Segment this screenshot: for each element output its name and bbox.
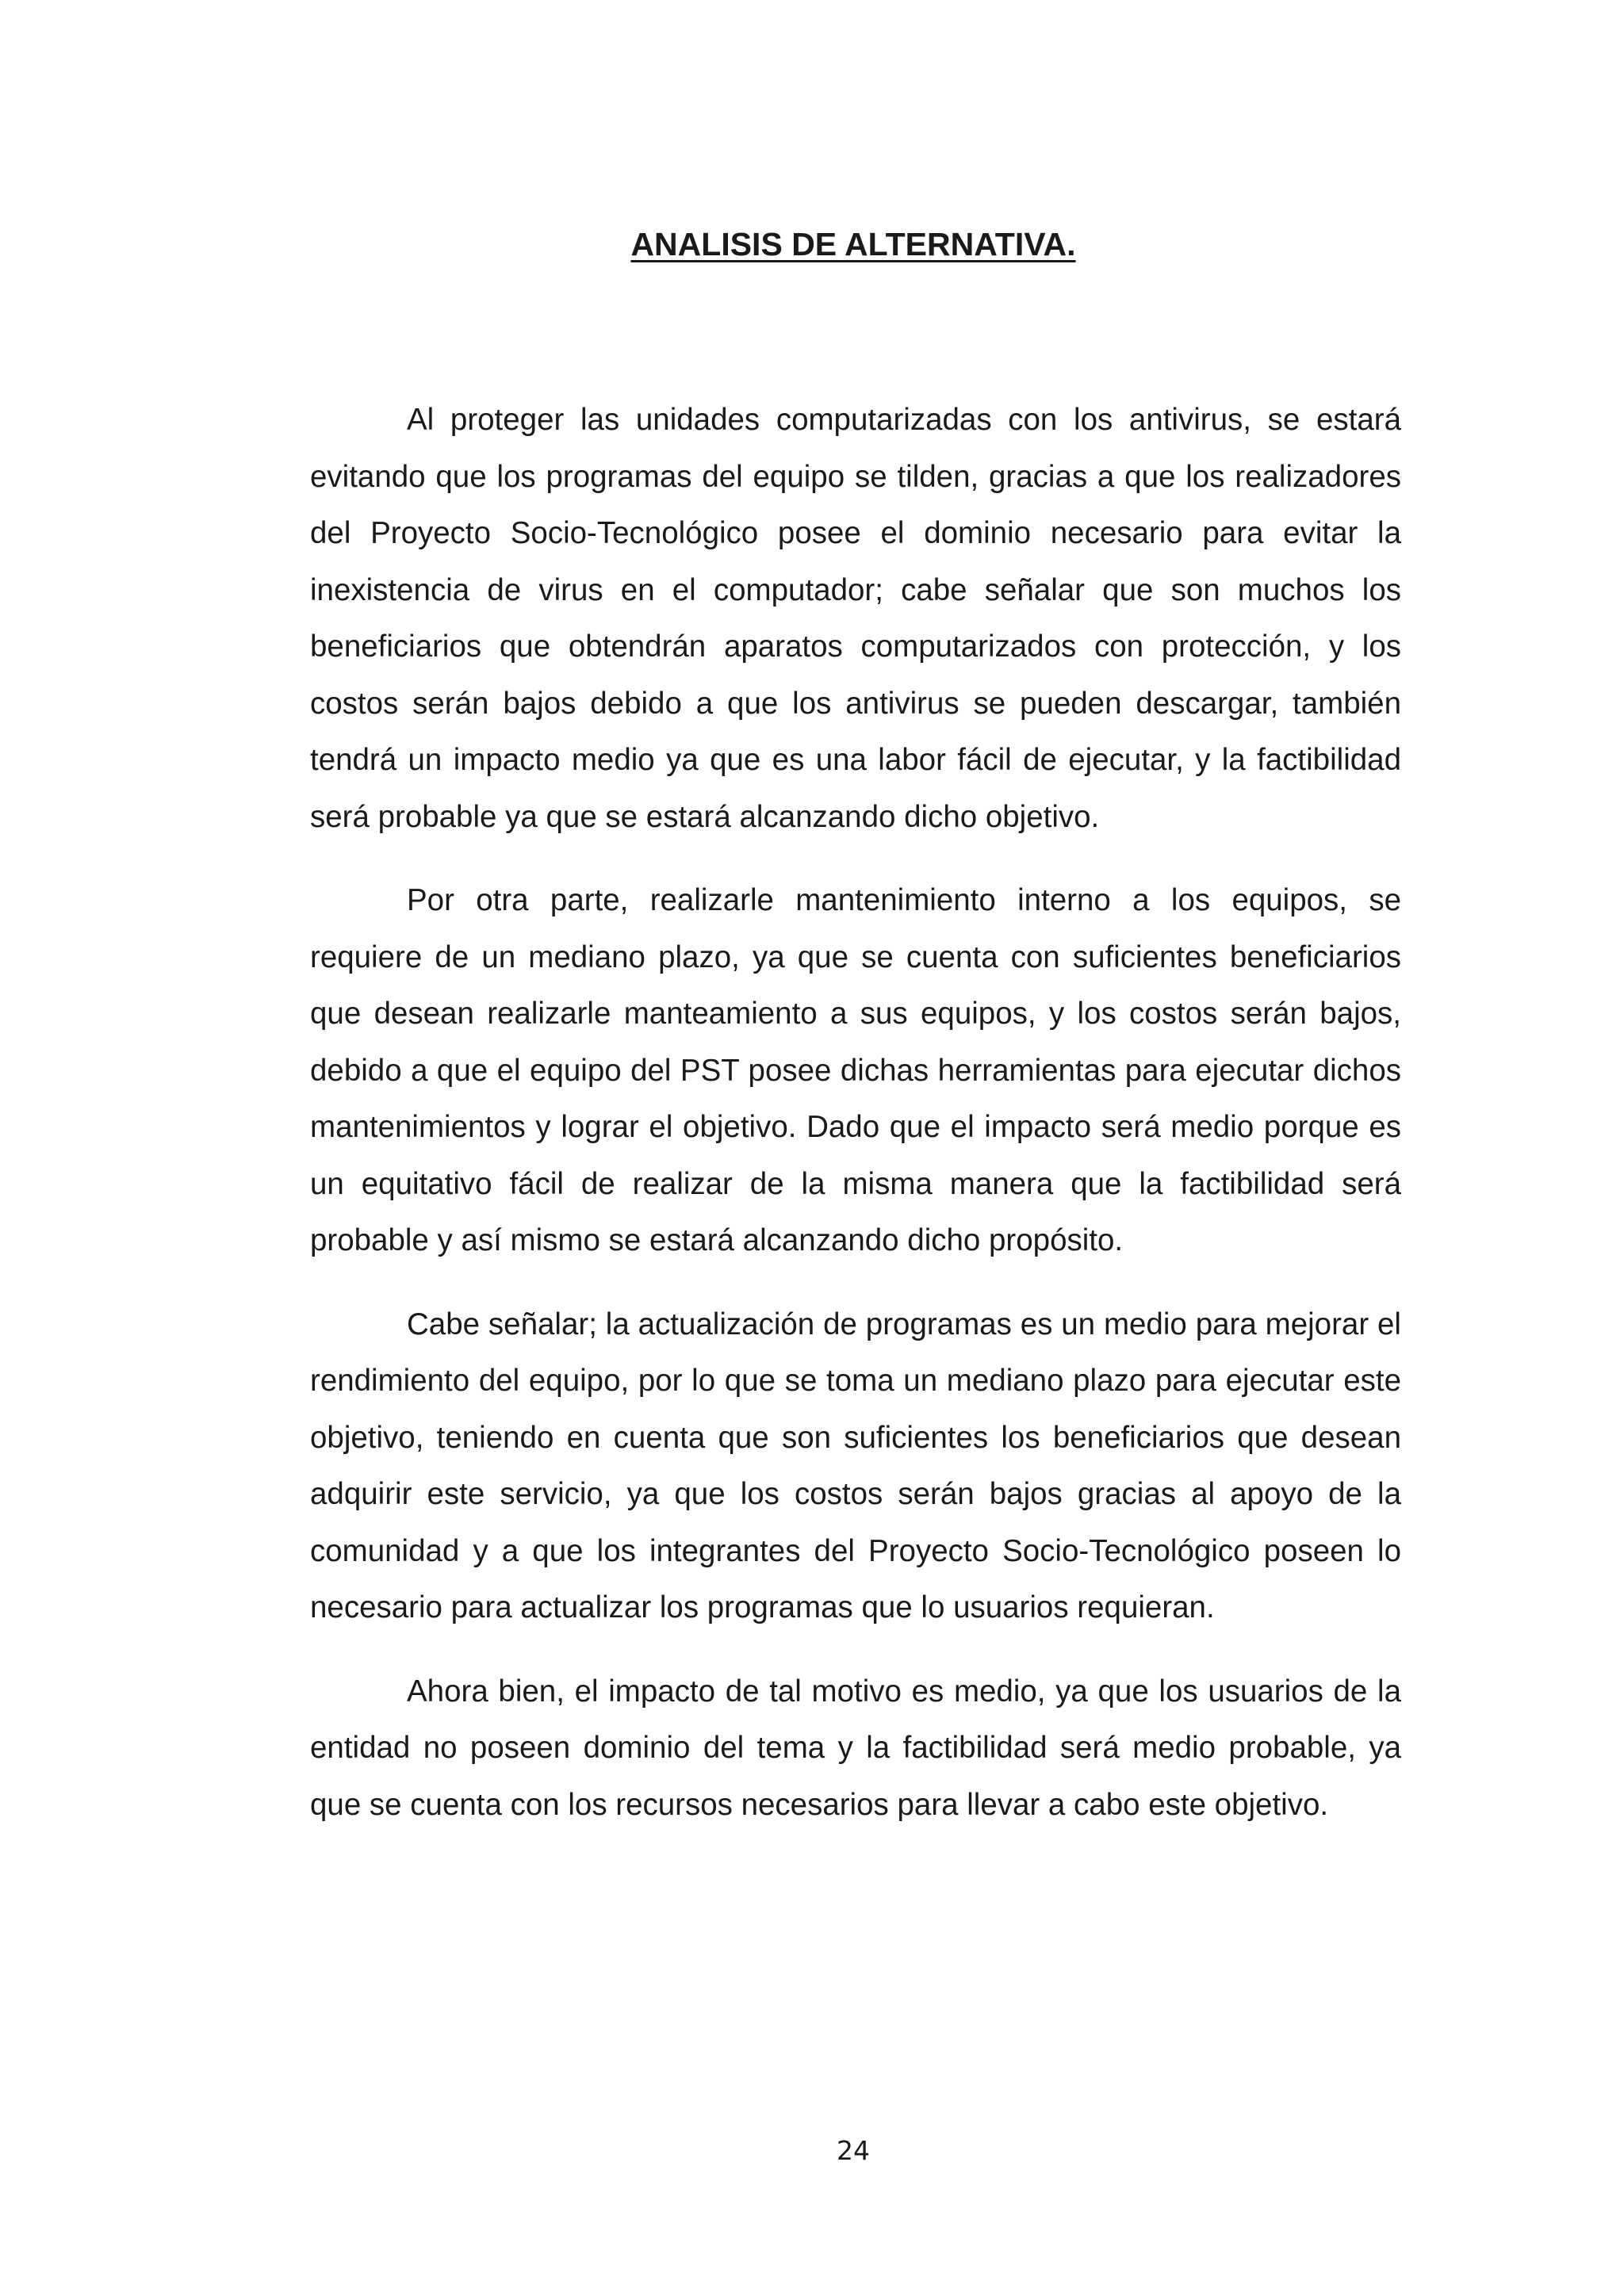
paragraph-1: Al proteger las unidades computarizadas con los antivirus, se estará evitando que los programas del equipo se tilden, gracias a que los realizadores del Proyecto Socio-Tecnológico posee el dominio necesario para evitar la inexistencia de virus en el computador; cabe señalar que son muchos los beneficiarios que obtendrán aparatos computarizados con protección, y los costos serán bajos debido a que los antivirus se pueden descargar, también tendrá un impacto medio ya que es una labor fácil de ejecutar, y la factibilidad será probable ya que se estará alcanzando dicho objetivo. [310, 403, 1401, 834]
paragraph-2: Por otra parte, realizarle mantenimiento interno a los equipos, se requiere de un mediano plazo, ya que se cuenta con suficientes beneficiarios que desean realizarle manteamiento a sus equipos, y los costos serán bajos, debido a que el equipo del PST posee dichas herramientas para ejecutar dichos mantenimientos y lograr el objetivo. Dado que el impacto será medio porque es un equitativo fácil de realizar de la misma manera que la factibilidad será probable y así mismo se estará alcanzando dicho propósito. [310, 883, 1401, 1257]
body-text [310, 392, 1401, 1860]
page-number: 24 [837, 2135, 870, 2166]
paragraph-4: Ahora bien, el impacto de tal motivo es medio, ya que los usuarios de la entidad no poseen dominio del tema y la factibilidad será medio probable, ya que se cuenta con los recursos necesarios para llevar a cabo este objetivo. [310, 1674, 1401, 1822]
paragraph-3: Cabe señalar; la actualización de programas es un medio para mejorar el rendimiento del equipo, por lo que se toma un mediano plazo para ejecutar este objetivo, teniendo en cuenta que son suficientes los beneficiarios que desean adquirir este servicio, ya que los costos serán bajos gracias al apoyo de la comunidad y a que los integrantes del Proyecto Socio-Tecnológico poseen lo necesario para actualizar los programas que lo usuarios requieran. [310, 1307, 1401, 1624]
page-title: ANALISIS DE ALTERNATIVA. [630, 226, 1076, 262]
